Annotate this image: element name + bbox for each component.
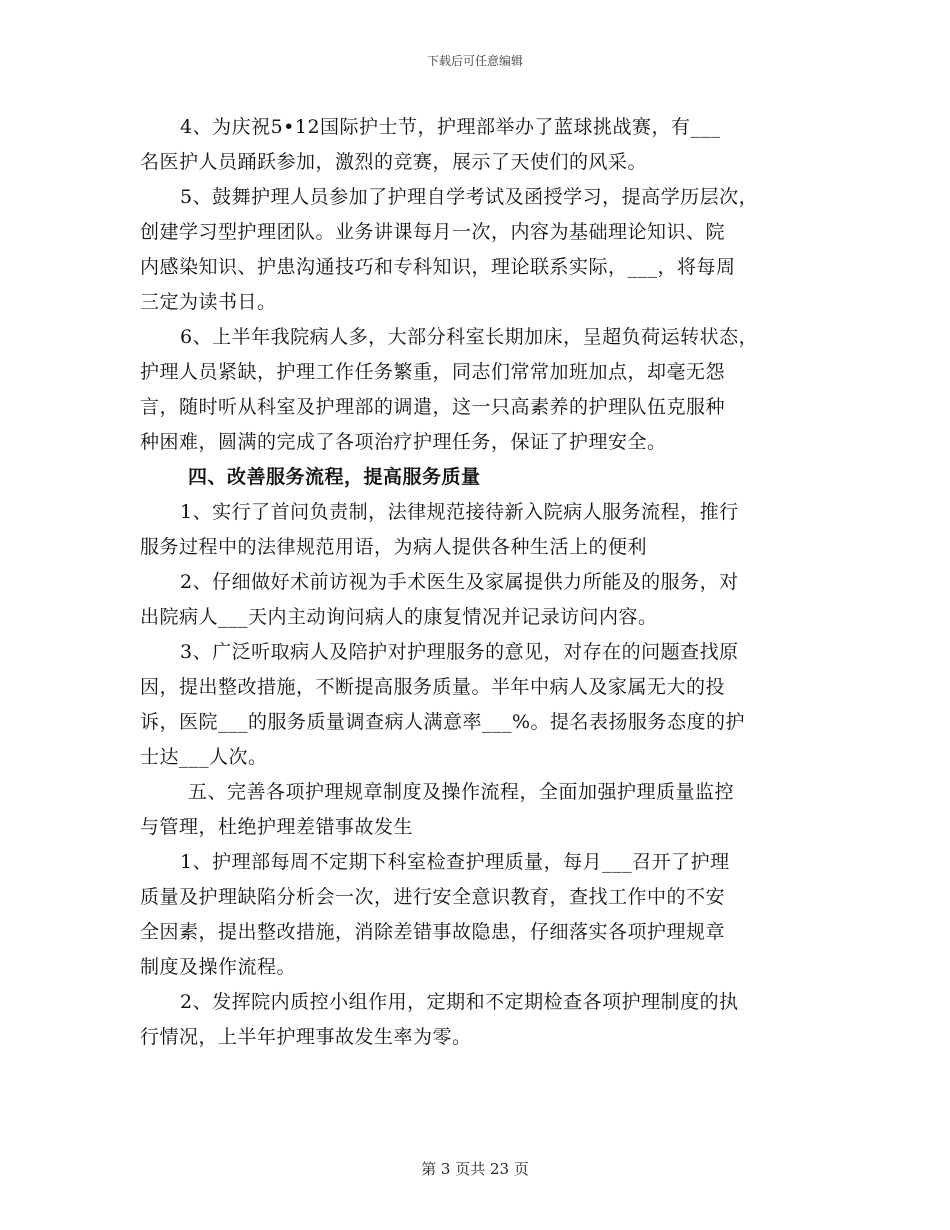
text-line: 行情况，上半年护理事故发生率为零。 <box>140 1026 472 1048</box>
heading-line: 与管理，杜绝护理差错事故发生 <box>140 816 414 838</box>
text-line: 种困难，圆满的完成了各项治疗护理任务，保证了护理安全。 <box>140 431 667 453</box>
text-line: 制度及操作流程。 <box>140 956 297 978</box>
paragraph-item-4 <box>140 110 820 180</box>
text-line: 1、护理部每周不定期下科室检查护理质量，每月___召开了护理 <box>180 851 730 873</box>
text-line: 三定为读书日。 <box>140 291 277 313</box>
section5-paragraph-2 <box>140 985 820 1055</box>
text-line: 5、鼓舞护理人员参加了护理自学考试及函授学习，提高学历层次， <box>180 186 759 208</box>
text-line: 创建学习型护理团队。业务讲课每月一次，内容为基础理论知识、院 <box>140 221 726 243</box>
text-line: 出院病人___天内主动询问病人的康复情况并记录访问内容。 <box>140 606 658 628</box>
page-footer: 第 3 页共 23 页 <box>421 1160 529 1178</box>
text-line: 内感染知识、护患沟通技巧和专科知识，理论联系实际，___，将每周 <box>140 256 736 278</box>
section4-paragraph-2 <box>140 565 820 635</box>
text-line: 1、实行了首问负责制，法律规范接待新入院病人服务流程，推行 <box>180 501 739 523</box>
paragraph-item-5 <box>140 180 820 320</box>
document-body <box>140 110 820 1055</box>
text-line: 名医护人员踊跃参加，激烈的竞赛，展示了天使们的风采。 <box>140 151 648 173</box>
text-line: 因，提出整改措施，不断提高服务质量。半年中病人及家属无大的投 <box>140 676 726 698</box>
paragraph-item-6 <box>140 320 820 460</box>
text-line: 质量及护理缺陷分析会一次，进行安全意识教育，查找工作中的不安 <box>140 886 726 908</box>
heading-line: 五、完善各项护理规章制度及操作流程，全面加强护理质量监控 <box>188 781 735 803</box>
text-line: 士达___人次。 <box>140 746 268 768</box>
text-line: 3、广泛听取病人及陪护对护理服务的意见，对存在的问题查找原 <box>180 641 739 663</box>
text-line: 护理人员紧缺，护理工作任务繁重，同志们常常加班加点，却毫无怨 <box>140 361 726 383</box>
section4-paragraph-3 <box>140 635 820 775</box>
heading-line: 四、改善服务流程，提高服务质量 <box>188 466 481 488</box>
text-line: 2、发挥院内质控小组作用，定期和不定期检查各项护理制度的执 <box>180 991 739 1013</box>
text-line: 言，随时听从科室及护理部的调遣，这一只高素养的护理队伍克服种 <box>140 396 726 418</box>
text-line: 2、仔细做好术前访视为手术医生及家属提供力所能及的服务，对 <box>180 571 739 593</box>
text-line: 6、上半年我院病人多，大部分科室长期加床，呈超负荷运转状态， <box>180 326 759 348</box>
section-heading-4 <box>140 460 820 495</box>
text-line: 4、为庆祝5•12国际护士节，护理部举办了蓝球挑战赛，有___ <box>180 116 721 138</box>
text-line: 诉，医院___的服务质量调查病人满意率___%。提名表扬服务态度的护 <box>140 711 746 733</box>
section4-paragraph-1 <box>140 495 820 565</box>
text-line: 服务过程中的法律规范用语，为病人提供各种生活上的便利 <box>140 536 648 558</box>
section-heading-5 <box>140 775 820 845</box>
section5-paragraph-1 <box>140 845 820 985</box>
page-header: 下载后可任意编辑 <box>426 54 523 68</box>
text-line: 全因素，提出整改措施，消除差错事故隐患，仔细落实各项护理规章 <box>140 921 726 943</box>
